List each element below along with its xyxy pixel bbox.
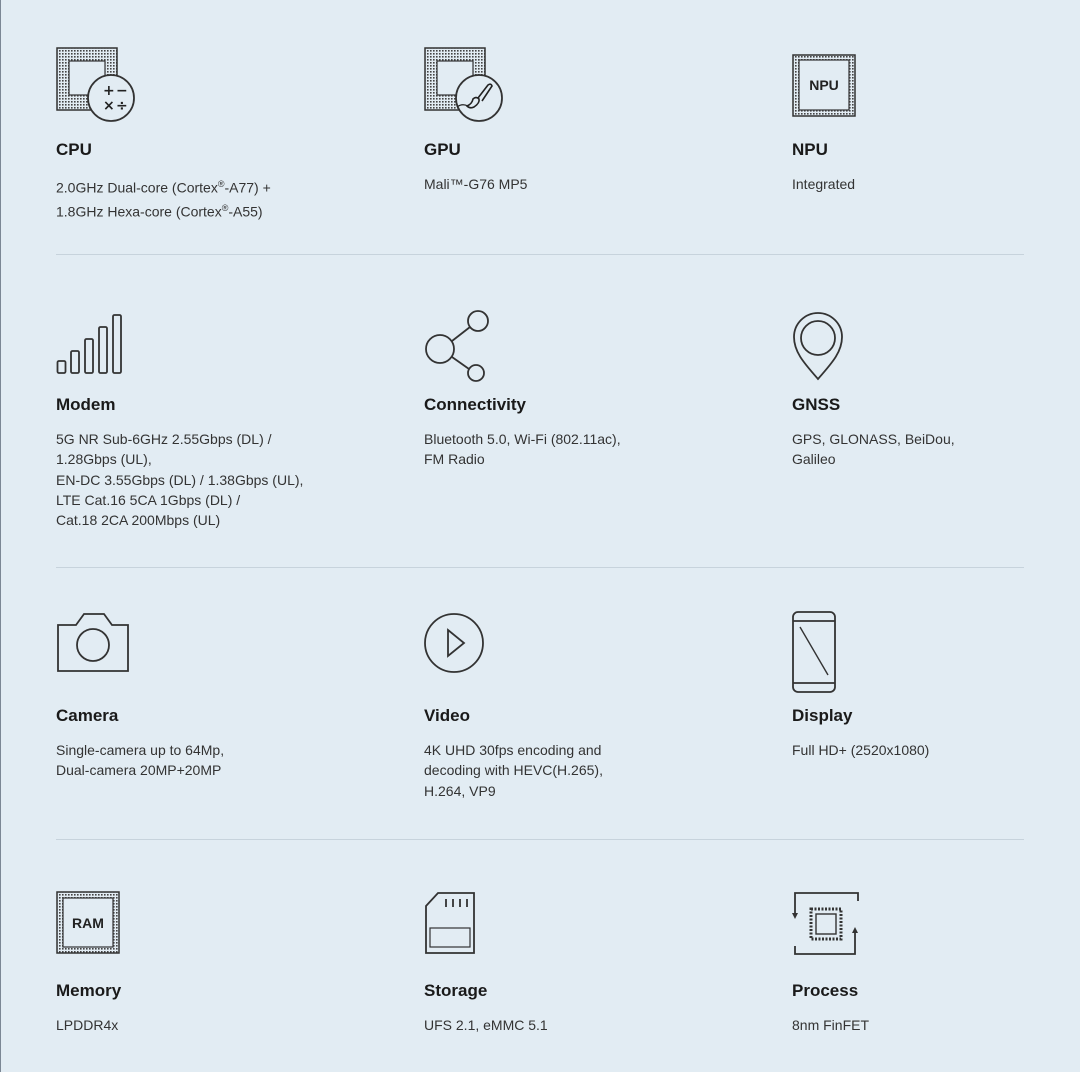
- phone-display-icon: [792, 611, 1080, 706]
- svg-text:+: +: [103, 83, 115, 99]
- cpu-icon: [56, 47, 356, 140]
- spec-video: [424, 611, 724, 801]
- svg-text:÷: ÷: [116, 98, 128, 114]
- spec-title: Modem: [56, 395, 116, 414]
- spec-title: Connectivity: [424, 395, 527, 414]
- spec-connectivity: [424, 303, 724, 470]
- spec-title: Camera: [56, 706, 119, 725]
- spec-title: GNSS: [792, 395, 841, 414]
- spec-description: Full HD+ (2520x1080): [792, 742, 930, 758]
- spec-description: LPDDR4x: [56, 1017, 119, 1033]
- spec-camera: [56, 611, 356, 781]
- spec-storage: [424, 891, 724, 1035]
- play-circle-icon: [424, 611, 724, 706]
- ram-icon-label: RAM: [72, 915, 104, 931]
- npu-icon: [792, 47, 1080, 140]
- spec-description: Bluetooth 5.0, Wi-Fi (802.11ac), FM Radio: [424, 431, 621, 468]
- share-nodes-icon: [424, 303, 724, 395]
- spec-description: Mali™-G76 MP5: [424, 176, 528, 192]
- spec-description: 2.0GHz Dual-core (Cortex®-A77) + 1.8GHz Hexa-core (Cortex®-A55): [56, 179, 271, 220]
- spec-title: Memory: [56, 981, 122, 1000]
- spec-description: 8nm FinFET: [792, 1017, 870, 1033]
- spec-process: [792, 891, 1080, 1035]
- spec-title: GPU: [424, 140, 461, 159]
- gpu-icon: [424, 47, 724, 140]
- spec-title: Storage: [424, 981, 488, 1000]
- spec-memory: [56, 891, 356, 1035]
- svg-text:×: ×: [103, 98, 115, 114]
- spec-title: Video: [424, 706, 470, 725]
- spec-row: [56, 840, 1024, 1072]
- process-chip-icon: [792, 891, 1080, 981]
- signal-bars-icon: [56, 303, 356, 395]
- spec-gnss: [792, 303, 1080, 470]
- map-pin-icon: [792, 303, 1080, 395]
- spec-display: [792, 611, 1080, 760]
- spec-description: Single-camera up to 64Mp, Dual-camera 20MP+20MP: [56, 742, 225, 779]
- spec-description: GPS, GLONASS, BeiDou, Galileo: [792, 431, 955, 468]
- left-edge-border: [0, 0, 1, 1072]
- spec-title: Process: [792, 981, 859, 1000]
- spec-row: [56, 255, 1024, 568]
- spec-modem: [56, 303, 356, 530]
- spec-description: UFS 2.1, eMMC 5.1: [424, 1017, 548, 1033]
- spec-gpu: [424, 47, 724, 194]
- npu-icon-label: NPU: [809, 77, 839, 93]
- spec-title: CPU: [56, 140, 92, 159]
- ram-chip-icon: [56, 891, 356, 981]
- spec-title: Display: [792, 706, 853, 725]
- spec-description: 4K UHD 30fps encoding and decoding with HEVC(H.265), H.264, VP9: [424, 742, 603, 799]
- svg-text:−: −: [116, 83, 128, 99]
- spec-cpu: [56, 47, 356, 222]
- camera-icon: [56, 611, 356, 706]
- spec-row: [56, 0, 1024, 255]
- spec-description: 5G NR Sub-6GHz 2.55Gbps (DL) / 1.28Gbps (UL), EN-DC 3.55Gbps (DL) / 1.38Gbps (UL), LTE Cat.16 5CA 1Gbps (DL) / Cat.18 2CA 200Mbps (UL): [56, 431, 304, 529]
- spec-title: NPU: [792, 140, 828, 159]
- spec-npu: [792, 47, 1080, 194]
- spec-description: Integrated: [792, 176, 856, 192]
- sd-card-icon: [424, 891, 724, 981]
- spec-row: [56, 568, 1024, 840]
- spec-grid: [56, 0, 1024, 1072]
